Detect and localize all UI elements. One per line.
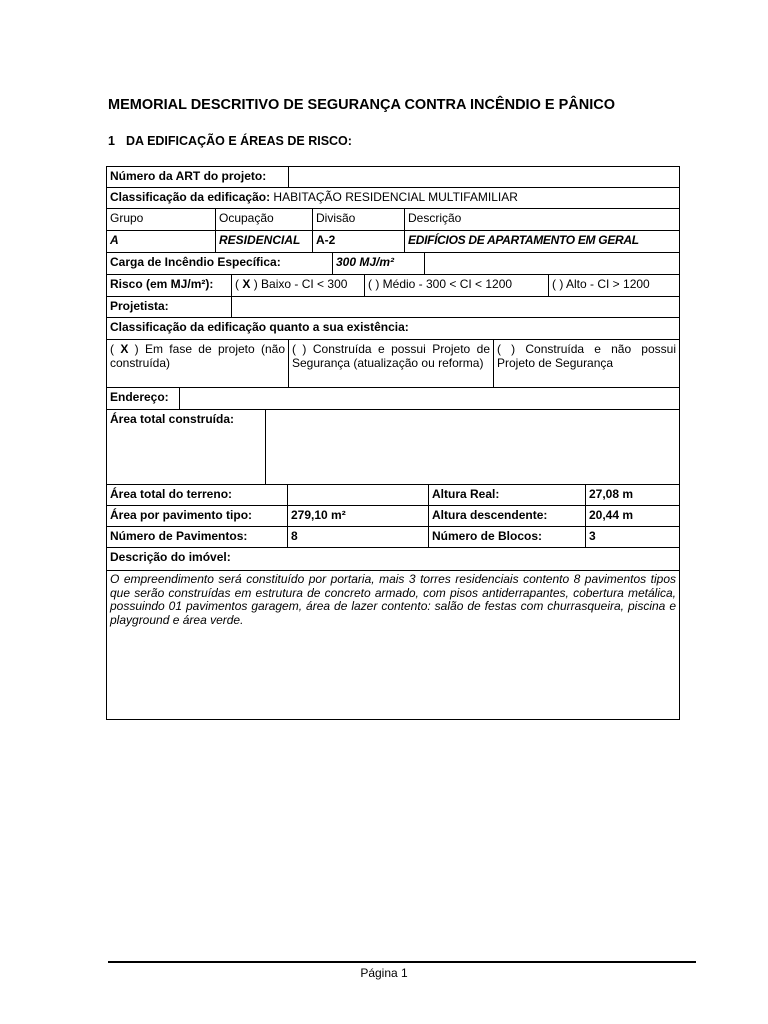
altura-desc-label: Altura descendente:: [429, 506, 586, 526]
classificacao-cell: [107, 188, 679, 208]
exist-option-projeto-text: ) Em fase de projeto (não construída): [110, 342, 285, 370]
classificacao-value: HABITAÇÃO RESIDENCIAL MULTIFAMILIAR: [273, 190, 518, 204]
section-heading: [108, 134, 352, 148]
row-area-construida: [107, 410, 679, 485]
row-classificacao: [107, 188, 679, 209]
endereco-label: Endereço:: [107, 388, 180, 409]
risco-medio-option[interactable]: ( ) Médio - 300 < CI < 1200: [365, 275, 549, 296]
value-ocupacao: RESIDENCIAL: [216, 231, 313, 252]
altura-real-label: Altura Real:: [429, 485, 586, 505]
row-descricao-label: [107, 548, 679, 571]
row-area-pavimento: [107, 506, 679, 527]
risco-label: Risco (em MJ/m²):: [107, 275, 232, 296]
area-pavimento-label: Área por pavimento tipo:: [107, 506, 288, 526]
existencia-label: Classificação da edificação quanto a sua existência:: [110, 320, 409, 334]
row-existencia: [107, 318, 679, 340]
page-number: Página 1: [360, 966, 408, 980]
header-divisao: Divisão: [313, 209, 405, 230]
building-form: [106, 166, 680, 720]
altura-real-value: 27,08 m: [589, 487, 634, 501]
projetista-label: Projetista:: [107, 297, 232, 317]
exist-option-projeto-mark: X: [120, 342, 129, 356]
exist-option-possui[interactable]: ( ) Construída e possui Projeto de Segurança (atualização ou reforma): [289, 340, 494, 387]
risco-alto-option[interactable]: ( ) Alto - CI > 1200: [552, 277, 650, 291]
carga-label: Carga de Incêndio Específica:: [107, 253, 333, 274]
descricao-imovel-label: Descrição do imóvel:: [110, 550, 231, 564]
endereco-value[interactable]: [180, 388, 679, 409]
row-descricao-text: [107, 571, 679, 719]
header-descricao: Descrição: [408, 211, 462, 225]
row-values: [107, 231, 679, 253]
altura-desc-value: 20,44 m: [589, 508, 634, 522]
num-blocos-label: Número de Blocos:: [429, 527, 586, 547]
section-number: 1: [108, 134, 115, 148]
area-construida-label: Área total construída:: [107, 410, 266, 484]
num-pavimentos-label: Número de Pavimentos:: [107, 527, 288, 547]
row-pavimentos: [107, 527, 679, 548]
document-title: MEMORIAL DESCRITIVO DE SEGURANÇA CONTRA INCÊNDIO E PÂNICO: [108, 97, 615, 113]
projetista-value[interactable]: [232, 297, 679, 317]
row-carga: [107, 253, 679, 275]
risco-baixo-option[interactable]: ( X ) Baixo - CI < 300: [232, 275, 365, 296]
exist-option-nao-possui[interactable]: ( ) Construída e não possui Projeto de Segurança: [497, 342, 676, 370]
area-pavimento-value: 279,10 m²: [288, 506, 429, 526]
num-blocos-value: 3: [589, 529, 596, 543]
row-risco: [107, 275, 679, 297]
area-construida-value[interactable]: [266, 410, 679, 484]
num-pavimentos-value: 8: [288, 527, 429, 547]
header-ocupacao: Ocupação: [216, 209, 313, 230]
section-title: DA EDIFICAÇÃO E ÁREAS DE RISCO:: [126, 134, 352, 148]
carga-empty: [425, 253, 679, 274]
descricao-imovel-text: O empreendimento será constituído por portaria, mais 3 torres residenciais contento 8 pavimentos tipos que serão construídas em estrutura de concreto armado, com pisos antiderrapantes, cobertura metálica, possuindo 01 pavimentos garagem, área de lazer contento: salão de festas com churrasqueira, piscina e playground e área verde.: [110, 572, 676, 627]
area-terreno-label: Área total do terreno:: [107, 485, 288, 505]
exist-option-projeto[interactable]: ( X ) Em fase de projeto (não construída): [107, 340, 289, 387]
row-headers: [107, 209, 679, 231]
row-existencia-options: [107, 340, 679, 388]
art-value[interactable]: [289, 167, 679, 187]
row-art: [107, 167, 679, 188]
art-label: Número da ART do projeto:: [107, 167, 289, 187]
row-projetista: [107, 297, 679, 318]
row-area-terreno: [107, 485, 679, 506]
row-endereco: [107, 388, 679, 410]
area-terreno-value[interactable]: [288, 485, 429, 505]
footer-divider: [108, 961, 696, 963]
header-grupo: Grupo: [107, 209, 216, 230]
value-descricao: EDIFÍCIOS DE APARTAMENTO EM GERAL: [408, 233, 639, 247]
classificacao-label: Classificação da edificação:: [110, 190, 271, 204]
value-grupo: A: [107, 231, 216, 252]
risco-baixo-text: ) Baixo - CI < 300: [253, 277, 348, 291]
carga-value: 300 MJ/m²: [333, 253, 425, 274]
value-divisao: A-2: [313, 231, 405, 252]
risco-baixo-mark: X: [242, 277, 251, 291]
